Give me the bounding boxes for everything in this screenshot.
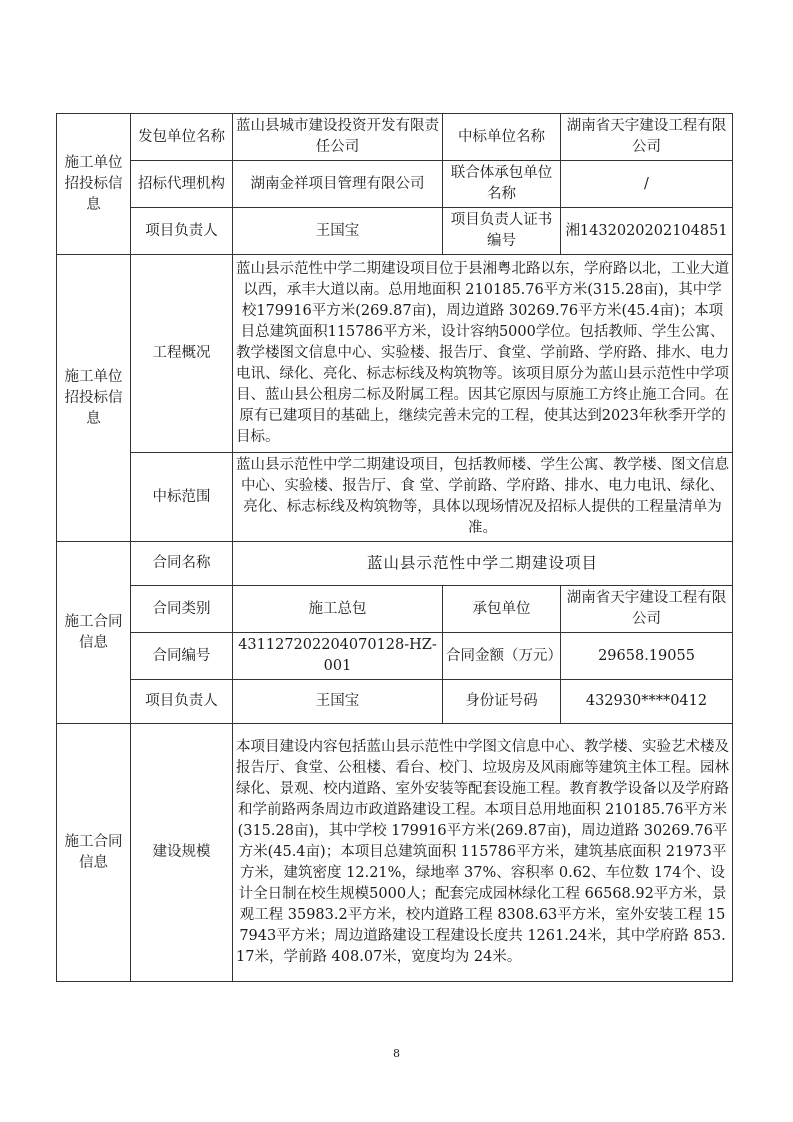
id-label: 身份证号码	[443, 680, 561, 724]
agency-value: 湖南金祥项目管理有限公司	[233, 161, 443, 208]
contract-amount-value: 29658.19055	[561, 633, 733, 680]
id-value: 432930****0412	[561, 680, 733, 724]
overview-label: 工程概况	[131, 255, 233, 453]
contract-number-label: 合同编号	[131, 633, 233, 680]
project-info-table	[56, 113, 733, 982]
contract-amount-label: 合同金额（万元）	[443, 633, 561, 680]
bidding-manager-value: 王国宝	[233, 208, 443, 255]
scale-text: 本项目建设内容包括蓝山县示范性中学图文信息中心、教学楼、实验艺术楼及报告厅、食堂、公租楼、看台、校门、垃圾房及风雨廊等建筑主体工程。园林绿化、景观、校内道路、室外安装等配套设施工程。教育教学设备以及学府路和学前路两条周边市政道路建设工程。本项目总用地面积 210185.76平方米(315.28亩)，其中学校 179916平方米(269.87亩)，周边道路 30269.76平方米(45.4亩)；本项目总建筑面积 115786平方米，建筑基底面积 21973平方米，建筑密度 12.21%，绿地率 37%、容积率 0.62、车位数 174个、设计全日制在校生规模5000人；配套完成园林绿化工程 66568.92平方米，景观工程 35983.2平方米，校内道路工程 8308.63平方米，室外安装工程 157943平方米；周边道路建设工程建设长度共 1261.24米，其中学府路 853.17米，学前路 408.07米，宽度均为 24米。	[233, 724, 733, 982]
section-label-bidding-1: 施工单位招投标信息	[57, 114, 131, 255]
table-row	[57, 114, 733, 161]
table-row	[57, 542, 733, 586]
table-row	[57, 255, 733, 453]
contract-name-value: 蓝山县示范性中学二期建设项目	[233, 542, 733, 586]
table-row	[57, 453, 733, 542]
contract-type-label: 合同类别	[131, 586, 233, 633]
contract-manager-label: 项目负责人	[131, 680, 233, 724]
contracting-unit-value: 蓝山县城市建设投资开发有限责任公司	[233, 114, 443, 161]
scope-label: 中标范围	[131, 453, 233, 542]
table-row	[57, 586, 733, 633]
agency-label: 招标代理机构	[131, 161, 233, 208]
contract-manager-value: 王国宝	[233, 680, 443, 724]
contractor-value: 湖南省天宇建设工程有限公司	[561, 586, 733, 633]
table-row	[57, 680, 733, 724]
section-label-contract-1: 施工合同信息	[57, 542, 131, 724]
consortium-value: /	[561, 161, 733, 208]
contract-name-label: 合同名称	[131, 542, 233, 586]
scope-text: 蓝山县示范性中学二期建设项目，包括教师楼、学生公寓、教学楼、图文信息中心、实验楼、报告厅、食 堂、学前路、学府路、排水、电力电讯、绿化、亮化、标志标线及构筑物等，具体以现场情况及招标人提供的工程量清单为准。	[233, 453, 733, 542]
section-label-bidding-2: 施工单位招投标信息	[57, 255, 131, 542]
section-label-contract-2: 施工合同信息	[57, 724, 131, 982]
winning-unit-value: 湖南省天宇建设工程有限公司	[561, 114, 733, 161]
contractor-label: 承包单位	[443, 586, 561, 633]
table-row	[57, 161, 733, 208]
cert-label: 项目负责人证书编号	[443, 208, 561, 255]
consortium-label: 联合体承包单位名称	[443, 161, 561, 208]
contracting-unit-label: 发包单位名称	[131, 114, 233, 161]
contract-type-value: 施工总包	[233, 586, 443, 633]
table-row	[57, 208, 733, 255]
table-row	[57, 724, 733, 982]
winning-unit-label: 中标单位名称	[443, 114, 561, 161]
overview-text: 蓝山县示范性中学二期建设项目位于县湘粤北路以东，学府路以北，工业大道以西，承丰大道以南。总用地面积 210185.76平方米(315.28亩)，其中学校179916平方米(269.87亩)，周边道路 30269.76平方米(45.4亩)；本项目总建筑面积115786平方米，设计容纳5000学位。包括教师、学生公寓、教学楼图文信息中心、实验楼、报告厅、食堂、学前路、学府路、排水、电力电讯、绿化、亮化、标志标线及构筑物等。该项目原分为蓝山县示范性中学项目、蓝山县公租房二标及附属工程。因其它原因与原施工方终止施工合同。在原有已建项目的基础上，继续完善未完的工程，使其达到2023年秋季开学的目标。	[233, 255, 733, 453]
scale-label: 建设规模	[131, 724, 233, 982]
contract-number-value: 431127202204070128-HZ-001	[233, 633, 443, 680]
table-row	[57, 633, 733, 680]
bidding-manager-label: 项目负责人	[131, 208, 233, 255]
page-number: 8	[393, 1047, 400, 1060]
cert-value: 湘1432020202104851	[561, 208, 733, 255]
